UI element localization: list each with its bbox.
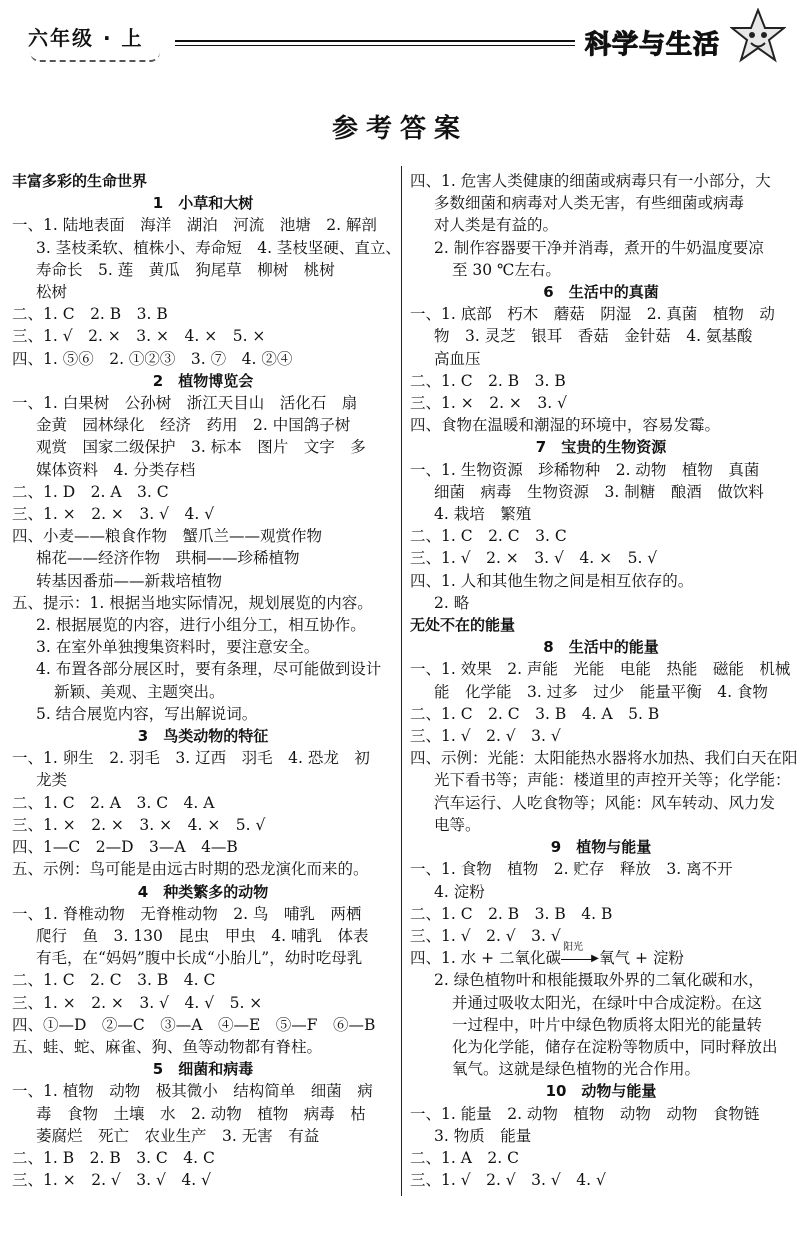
- answer-line: 高血压: [434, 349, 481, 368]
- answer-line: 二、1. A 2. C: [410, 1148, 519, 1167]
- answer-line: 三、1. √ 2. √ 3. √: [410, 727, 561, 746]
- answer-line: 萎腐烂 死亡 农业生产 3. 无害 有益: [36, 1126, 320, 1145]
- answer-line: 并通过吸收太阳光，在绿叶中合成淀粉。在这: [452, 993, 763, 1012]
- chapter-heading: 3 鸟类动物的特征: [137, 727, 269, 746]
- answer-line: 四、①—D ②—C ③—A ④—E ⑤—F ⑥—B: [12, 1015, 376, 1034]
- answer-line: 二、1. D 2. A 3. C: [12, 482, 169, 501]
- answer-line: 二、1. C 2. B 3. B: [12, 305, 168, 324]
- answer-line: 三、1. √ 2. × 3. × 4. × 5. ×: [12, 327, 266, 346]
- answer-line: 寿命长 5. 莲 黄瓜 狗尾草 柳树 桃树: [36, 260, 335, 279]
- answer-line: 转基因番茄——新栽培植物: [36, 571, 223, 590]
- answer-line: 二、1. C 2. B 3. B: [410, 371, 566, 390]
- answer-line: 观赏 国家二级保护 3. 标本 图片 文字 多: [36, 438, 366, 457]
- unit-heading: 无处不在的能量: [410, 616, 516, 635]
- answer-line: 细菌 病毒 生物资源 3. 制糖 酿酒 做饮料: [434, 482, 764, 501]
- answer-line: 4. 栽培 繁殖: [434, 505, 532, 524]
- answer-line: 化为化学能，储存在淀粉等物质中，同时释放出: [452, 1037, 778, 1056]
- chapter-heading: 4 种类繁多的动物: [137, 882, 269, 901]
- answer-line: 3. 在室外单独搜集资料时，要注意安全。: [36, 638, 320, 657]
- brand-title: 科学与生活: [585, 30, 721, 60]
- answer-line: 一、1. 卵生 2. 羽毛 3. 辽西 羽毛 4. 恐龙 初: [12, 749, 370, 768]
- answer-line: 4. 淀粉: [434, 882, 485, 901]
- chapter-heading: 2 植物博览会: [152, 371, 254, 390]
- equation-products: 氧气 + 淀粉: [599, 949, 684, 968]
- answer-line: 三、1. × 2. × 3. √: [410, 394, 567, 413]
- answer-line: 2. 绿色植物叶和根能摄取外界的二氧化碳和水，: [434, 971, 764, 990]
- answer-line: 四、1. 危害人类健康的细菌或病毒只有一小部分，大: [410, 172, 771, 190]
- answer-line: 2. 制作容器要干净并消毒，煮开的牛奶温度要凉: [434, 238, 764, 257]
- answer-line: 一、1. 植物 动物 极其微小 结构简单 细菌 病: [12, 1082, 373, 1101]
- answer-line: 三、1. × 2. × 3. √ 4. √: [12, 505, 215, 524]
- answer-line: 2. 略: [434, 593, 470, 612]
- answer-line: 至 30 ℃左右。: [452, 260, 561, 279]
- answer-line: 一过程中，叶片中绿色物质将太阳光的能量转: [452, 1015, 763, 1034]
- header-rule-thin: [175, 45, 575, 46]
- equation-line: [410, 942, 792, 969]
- answer-line: 一、1. 能量 2. 动物 植物 动物 动物 食物链: [410, 1104, 760, 1123]
- reaction-arrow-icon: 阳光 ▶: [563, 942, 599, 965]
- answer-line: 氧气。这就是绿色植物的光合作用。: [452, 1060, 701, 1079]
- equation-reactants: 四、1. 水 + 二氧化碳: [410, 949, 562, 968]
- answer-line: 一、1. 白果树 公孙树 浙江天目山 活化石 扇: [12, 394, 358, 413]
- chapter-heading: 8 生活中的能量: [543, 638, 659, 657]
- answer-line: 棉花——经济作物 珙桐——珍稀植物: [36, 549, 300, 568]
- answer-line: 一、1. 陆地表面 海洋 湖泊 河流 池塘 2. 解剖: [12, 216, 377, 235]
- answer-line: 三、1. × 2. × 3. √ 4. √ 5. ×: [12, 993, 263, 1012]
- answer-line: 一、1. 食物 植物 2. 贮存 释放 3. 离不开: [410, 860, 733, 879]
- chapter-heading: 1 小草和大树: [152, 194, 254, 213]
- answer-line: 四、1. 人和其他生物之间是相互依存的。: [410, 571, 694, 590]
- answer-line: 五、提示：1. 根据当地实际情况，规划展览的内容。: [12, 593, 373, 612]
- answer-line: 一、1. 底部 朽木 蘑菇 阴湿 2. 真菌 植物 动: [410, 305, 775, 324]
- answer-line: 光下看书等；声能：楼道里的声控开关等；化学能：: [434, 771, 791, 790]
- left-column: [12, 170, 401, 1191]
- answer-line: 三、1. √ 2. × 3. √ 4. × 5. √: [410, 549, 658, 568]
- answer-line: 5. 结合展览内容，写出解说词。: [36, 704, 258, 723]
- answer-line: 三、1. × 2. √ 3. √ 4. √: [12, 1171, 211, 1190]
- answer-line: 电等。: [434, 815, 481, 834]
- answer-line: 4. 布置各部分展区时，要有条理，尽可能做到设计: [36, 660, 382, 679]
- answer-line: 有毛，在“妈妈”腹中长成“小胎儿”，幼时吃母乳: [36, 949, 363, 968]
- right-column: [410, 170, 798, 1191]
- column-divider: [401, 166, 402, 1196]
- answer-line: 五、蛙、蛇、麻雀、狗、鱼等动物都有脊柱。: [12, 1037, 323, 1056]
- chapter-heading: 7 宝贵的生物资源: [535, 438, 667, 457]
- arrow-condition: 阳光: [563, 942, 584, 954]
- answer-line: 二、1. C 2. B 3. B 4. B: [410, 904, 613, 923]
- header-rule: [175, 40, 575, 42]
- answer-line: 二、1. C 2. A 3. C 4. A: [12, 793, 215, 812]
- answer-line: 四、示例：光能：太阳能热水器将水加热、我们白天在阳: [410, 749, 798, 768]
- star-mascot-icon: [730, 8, 786, 68]
- answer-line: 二、1. C 2. C 3. B 4. C: [12, 971, 216, 990]
- answer-line: 毒 食物 土壤 水 2. 动物 植物 病毒 枯: [36, 1104, 366, 1123]
- chapter-heading: 10 动物与能量: [545, 1082, 657, 1101]
- answer-line: 一、1. 脊椎动物 无脊椎动物 2. 鸟 哺乳 两栖: [12, 904, 362, 923]
- grade-underline: [30, 52, 160, 62]
- answer-line: 松树: [36, 283, 68, 302]
- answer-line: 四、1—C 2—D 3—A 4—B: [12, 838, 238, 857]
- answer-line: 汽车运行、人吃食物等；风能：风车转动、风力发: [434, 793, 776, 812]
- answer-line: 媒体资料 4. 分类存档: [36, 460, 196, 479]
- answer-line: 3. 茎枝柔软、植株小、寿命短 4. 茎枝坚硬、直立、: [36, 238, 401, 257]
- answer-line: 爬行 鱼 3. 130 昆虫 甲虫 4. 哺乳 体表: [36, 926, 369, 945]
- answer-line: 一、1. 生物资源 珍稀物种 2. 动物 植物 真菌: [410, 460, 760, 479]
- grade-label: 六年级 · 上: [28, 26, 144, 50]
- answer-line: 三、1. × 2. × 3. × 4. × 5. √: [12, 815, 266, 834]
- answer-line: 龙类: [36, 771, 68, 790]
- answer-line: 四、1. ⑤⑥ 2. ①②③ 3. ⑦ 4. ②④: [12, 349, 293, 368]
- answer-line: 五、示例：鸟可能是由远古时期的恐龙演化而来的。: [12, 860, 369, 879]
- answer-line: 二、1. C 2. C 3. C: [410, 527, 567, 546]
- answer-line: 一、1. 效果 2. 声能 光能 电能 热能 磁能 机械: [410, 660, 791, 679]
- answer-line: 二、1. C 2. C 3. B 4. A 5. B: [410, 704, 660, 723]
- page-title: 参考答案: [331, 114, 468, 144]
- answer-line: 金黄 园林绿化 经济 药用 2. 中国鸽子树: [36, 416, 351, 435]
- chapter-heading: 9 植物与能量: [550, 838, 652, 857]
- answer-line: 2. 根据展览的内容，进行小组分工，相互协作。: [36, 616, 366, 635]
- answer-line: 四、小麦——粮食作物 蟹爪兰——观赏作物: [12, 527, 323, 546]
- answer-line: 四、食物在温暖和潮湿的环境中，容易发霉。: [410, 416, 721, 435]
- unit-heading: 丰富多彩的生命世界: [12, 172, 148, 190]
- answer-line: 二、1. B 2. B 3. C 4. C: [12, 1148, 215, 1167]
- page-header: [0, 0, 800, 80]
- answer-line: 多数细菌和病毒对人类无害，有些细菌或病毒: [434, 194, 745, 213]
- answer-line: 物 3. 灵芝 银耳 香菇 金针菇 4. 氨基酸: [434, 327, 753, 346]
- answer-line: 3. 物质 能量: [434, 1126, 532, 1145]
- answer-line: 对人类是有益的。: [434, 216, 559, 235]
- answer-line: 能 化学能 3. 过多 过少 能量平衡 4. 食物: [434, 682, 768, 701]
- chapter-heading: 5 细菌和病毒: [152, 1060, 254, 1079]
- chapter-heading: 6 生活中的真菌: [543, 283, 659, 302]
- answer-line: 三、1. √ 2. √ 3. √: [410, 926, 561, 945]
- answer-line: 新颖、美观、主题突出。: [54, 682, 225, 701]
- answer-line: 三、1. √ 2. √ 3. √ 4. √: [410, 1171, 606, 1190]
